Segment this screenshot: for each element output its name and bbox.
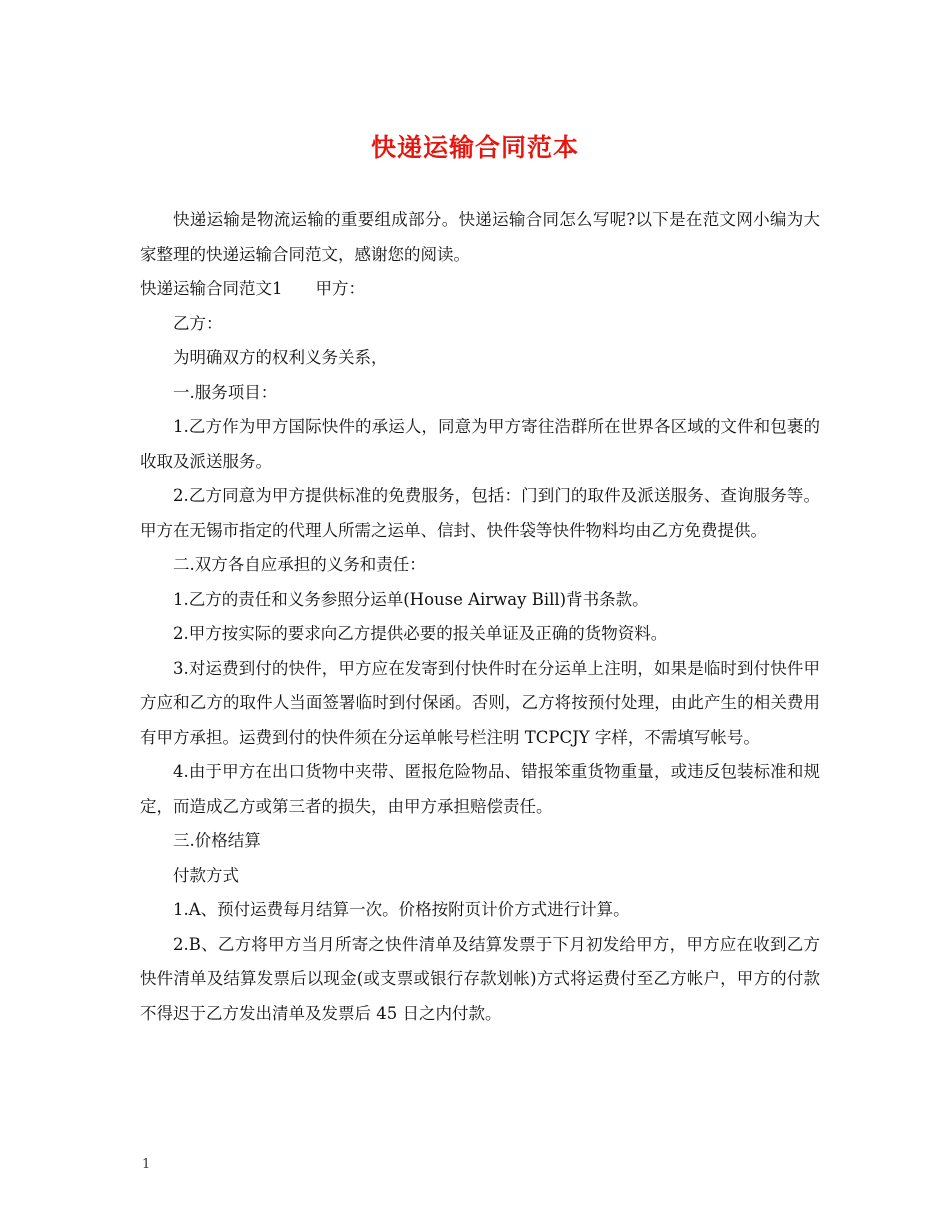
document-body (140, 203, 820, 1031)
page-number: 1 (142, 1157, 151, 1172)
paragraph: 2.甲方按实际的要求向乙方提供必要的报关单证及正确的货物资料。 (173, 624, 668, 643)
paragraph: 4.由于甲方在出口货物中夹带、匿报危险物品、错报笨重货物重量，或违反包装标准和规定，而造成乙方或第三者的损失，由甲方承担赔偿责任。 (140, 762, 820, 816)
paragraph: 1.乙方作为甲方国际快件的承运人，同意为甲方寄往浩群所在世界各区域的文件和包裹的收取及派送服务。 (140, 417, 820, 471)
paragraph: 1.乙方的责任和义务参照分运单(House Airway Bill)背书条款。 (173, 589, 649, 609)
section-heading: 三.价格结算 (173, 831, 261, 850)
page-title: 快递运输合同范本 (370, 133, 579, 162)
section-heading: 一.服务项目： (173, 382, 278, 402)
paragraph: 为明确双方的权利义务关系， (173, 348, 388, 367)
paragraph: 乙方： (173, 313, 223, 333)
paragraph: 快递运输合同范文1 甲方： (140, 279, 365, 298)
paragraph: 2.乙方同意为甲方提供标准的免费服务，包括：门到门的取件及派送服务、查询服务等。甲方在无锡市指定的代理人所需之运单、信封、快件袋等快件物料均由乙方免费提供。 (140, 486, 820, 540)
paragraph: 2.B、乙方将甲方当月所寄之快件清单及结算发票于下月初发给甲方，甲方应在收到乙方快件清单及结算发票后以现金(或支票或银行存款划帐)方式将运费付至乙方帐户，甲方的付款不得迟于乙方发出清单及发票后 45 日之内付款。 (140, 934, 820, 1023)
paragraph: 快递运输是物流运输的重要组成部分。快递运输合同怎么写呢?以下是在范文网小编为大家整理的快递运输合同范文，感谢您的阅读。 (140, 210, 820, 264)
paragraph: 付款方式 (173, 865, 239, 885)
section-heading: 二.双方各自应承担的义务和责任： (173, 555, 426, 574)
paragraph: 3.对运费到付的快件，甲方应在发寄到付快件时在分运单上注明，如果是临时到付快件甲方应和乙方的取件人当面签署临时到付保函。否则，乙方将按预付处理，由此产生的相关费用有甲方承担。运费到付的快件须在分运单帐号栏注明 TCPCJY 字样，不需填写帐号。 (140, 658, 820, 747)
paragraph: 1.A、预付运费每月结算一次。价格按附页计价方式进行计算。 (173, 900, 630, 919)
